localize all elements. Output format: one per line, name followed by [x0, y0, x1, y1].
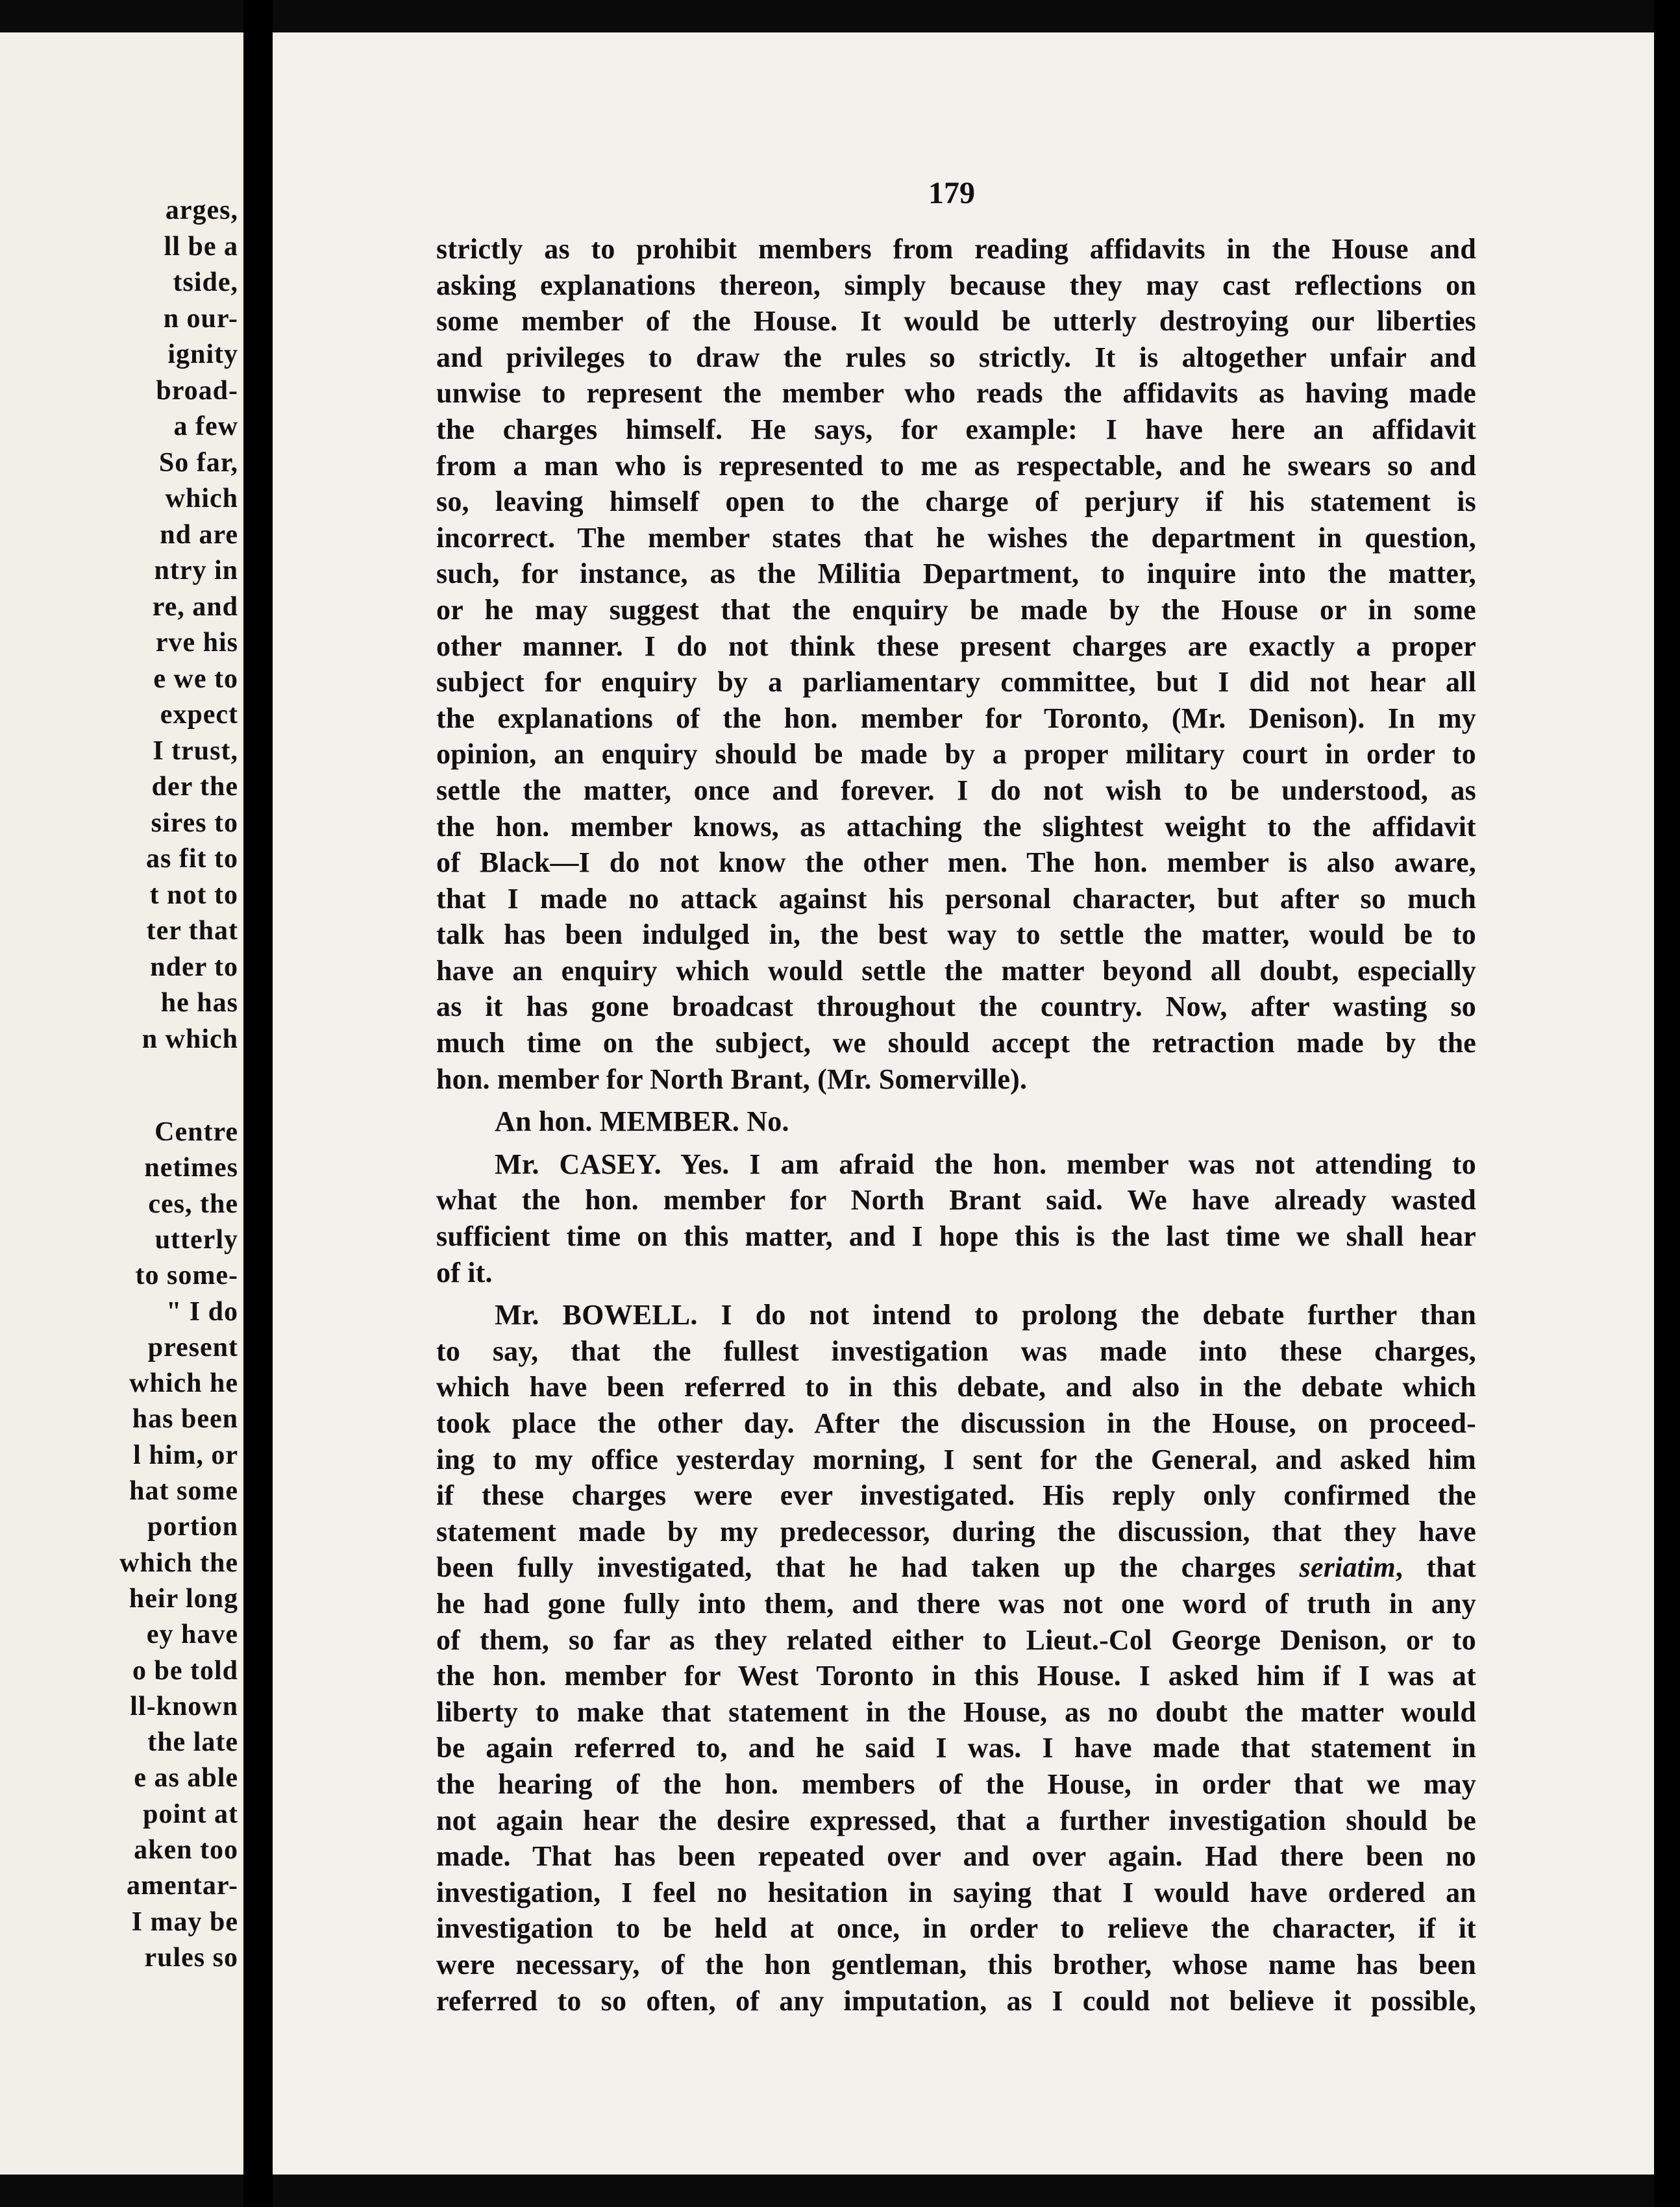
facing-page-line: o be told — [132, 1655, 238, 1686]
text-line: as it has gone broadcast throughout the country. Now, after wasting so — [436, 991, 1476, 1023]
text-line: An hon. MEMBER. No. — [495, 1105, 789, 1138]
text-line: hon. member for North Brant, (Mr. Somerville). — [436, 1063, 1028, 1095]
text-line: be again referred to, and he said I was. I have made that statement in — [436, 1732, 1476, 1764]
text-line: of them, so far as they related either to Lieut.-Col George Denison, or to — [436, 1623, 1476, 1656]
text-line: been fully investigated, that he had taken up the charges seriatim, that — [436, 1551, 1476, 1584]
text-line: investigation, I feel no hesitation in saying that I would have ordered an — [436, 1876, 1476, 1908]
facing-page-line: as fit to — [146, 844, 238, 874]
facing-page-line: nd are — [160, 519, 238, 550]
page-body-text — [436, 231, 1476, 2019]
facing-page-line: Centre — [154, 1117, 238, 1147]
facing-page-line: a few — [173, 412, 238, 441]
facing-page-line: rve his — [155, 628, 238, 658]
facing-page-line: ter that — [146, 916, 238, 946]
text-line: from a man who is represented to me as respectable, and he swears so and — [436, 449, 1476, 482]
text-line: he had gone fully into them, and there was not one word of truth in any — [436, 1587, 1476, 1620]
facing-page-line: aken too — [134, 1835, 238, 1865]
text-line: the hearing of the hon. members of the House, in order that we may — [436, 1768, 1476, 1800]
text-line: asking explanations thereon, simply because they may cast reflections on — [436, 269, 1476, 301]
facing-page-line: I trust, — [153, 735, 238, 766]
facing-page-line: " I do — [166, 1296, 238, 1327]
page-number: 179 — [928, 176, 975, 210]
text-line: have an enquiry which would settle the matter beyond all doubt, especially — [436, 954, 1476, 987]
facing-page-line: portion — [147, 1512, 238, 1542]
text-line: opinion, an enquiry should be made by a proper military court in order to — [436, 738, 1476, 771]
facing-page-line: the late — [147, 1727, 238, 1758]
facing-page-line: ll-known — [130, 1691, 238, 1721]
text-line: ing to my office yesterday morning, I sent for the General, and asked him — [436, 1443, 1476, 1475]
facing-page-line: tside, — [173, 267, 238, 297]
facing-page-line: I may be — [131, 1906, 238, 1937]
text-line: Mr. CASEY. Yes. I am afraid the hon. member was not attending to — [495, 1148, 1476, 1180]
facing-page-line: sires to — [151, 808, 238, 838]
text-line: much time on the subject, we should accept the retraction made by the — [436, 1027, 1476, 1059]
facing-page-line: broad- — [156, 375, 238, 406]
facing-page-line: t not to — [149, 880, 238, 910]
text-line: Mr. BOWELL. I do not intend to prolong the debate further than — [495, 1299, 1476, 1331]
facing-page-line: to some- — [135, 1261, 238, 1291]
facing-page-fragment — [0, 32, 243, 2175]
text-line: some member of the House. It would be utterly destroying our liberties — [436, 305, 1476, 338]
facing-page-line: nder to — [150, 952, 238, 982]
text-line: unwise to represent the member who reads the affidavits as having made — [436, 377, 1476, 410]
text-line: were necessary, of the hon gentleman, this brother, whose name has been — [436, 1948, 1476, 1980]
text-line: and privileges to draw the rules so strictly. It is altogether unfair and — [436, 341, 1476, 373]
book-gutter-shadow — [243, 0, 273, 2207]
text-line: made. That has been repeated over and over again. Had there been no — [436, 1840, 1476, 1873]
facing-page-line: utterly — [154, 1224, 238, 1255]
facing-page-line: he has — [160, 988, 238, 1018]
text-line: not again hear the desire expressed, that a further investigation should be — [436, 1804, 1476, 1836]
text-line: strictly as to prohibit members from reading affidavits in the House and — [436, 233, 1476, 265]
paragraph-p3 — [436, 1146, 1476, 1290]
text-line: settle the matter, once and forever. I do not wish to be understood, as — [436, 774, 1476, 806]
text-line: which have been referred to in this debate, and also in the debate which — [436, 1371, 1476, 1403]
facing-page-line: ces, the — [148, 1189, 238, 1219]
facing-page-line: which — [165, 484, 238, 513]
text-line: such, for instance, as the Militia Department, to inquire into the matter, — [436, 558, 1476, 590]
page-edge-shadow — [1654, 0, 1680, 2207]
text-line: of Black—I do not know the other men. The hon. member is also aware, — [436, 846, 1476, 879]
text-line: the charges himself. He says, for example: I have here an affidavit — [436, 413, 1476, 445]
facing-page-line: ignity — [167, 339, 238, 369]
text-line: the hon. member for West Toronto in this House. I asked him if I was at — [436, 1660, 1476, 1692]
text-line: sufficient time on this matter, and I hope this is the last time we shall hear — [436, 1220, 1476, 1253]
text-line: so, leaving himself open to the charge of perjury if his statement is — [436, 486, 1476, 518]
facing-page-line: which he — [129, 1368, 238, 1399]
text-line: subject for enquiry by a parliamentary committee, but I did not hear all — [436, 666, 1476, 698]
facing-page-line: ey have — [146, 1620, 238, 1650]
paragraph-p1 — [436, 231, 1476, 1097]
facing-page-line: der the — [151, 772, 238, 802]
text-line: the explanations of the hon. member for Toronto, (Mr. Denison). In my — [436, 702, 1476, 734]
facing-page-line: ntry in — [154, 556, 238, 586]
facing-page-line: which the — [119, 1547, 238, 1578]
facing-page-line: amentar- — [126, 1871, 238, 1901]
text-line: referred to so often, of any imputation, as I could not believe it possible, — [436, 1984, 1476, 2017]
facing-page-line: point at — [143, 1799, 238, 1829]
facing-page-line: heir long — [129, 1583, 238, 1614]
facing-page-line: re, and — [152, 591, 238, 622]
facing-page-line: hat some — [129, 1476, 238, 1506]
text-line: the hon. member knows, as attaching the slightest weight to the affidavit — [436, 810, 1476, 843]
facing-page-line: n our- — [163, 303, 238, 334]
facing-page-line: netimes — [144, 1153, 238, 1183]
text-line: if these charges were ever investigated. His reply only confirmed the — [436, 1479, 1476, 1512]
text-line: to say, that the fullest investigation was made into these charges, — [436, 1335, 1476, 1367]
text-line: statement made by my predecessor, during the discussion, that they have — [436, 1515, 1476, 1547]
text-line: that I made no attack against his personal character, but after so much — [436, 882, 1476, 915]
text-line: investigation to be held at once, in order to relieve the character, if it — [436, 1912, 1476, 1945]
paragraph-p2 — [436, 1104, 1476, 1140]
facing-page-line: e we to — [153, 663, 238, 694]
text-line: talk has been indulged in, the best way to settle the matter, would be to — [436, 919, 1476, 951]
facing-page-line: has been — [132, 1404, 238, 1435]
text-line: incorrect. The member states that he wishes the department in question, — [436, 521, 1476, 554]
facing-page-line: rules so — [144, 1942, 238, 1973]
text-line: liberty to make that statement in the House, as no doubt the matter would — [436, 1695, 1476, 1728]
text-line: other manner. I do not think these present charges are exactly a proper — [436, 630, 1476, 662]
text-line: took place the other day. After the discussion in the House, on proceed- — [436, 1407, 1476, 1439]
facing-page-line: n which — [142, 1024, 238, 1054]
facing-page-line: expect — [160, 700, 238, 730]
facing-page-line: l him, or — [133, 1440, 238, 1470]
facing-page-line: So far, — [158, 447, 238, 478]
text-line: or he may suggest that the enquiry be made by the House or in some — [436, 593, 1476, 626]
text-line: of it. — [436, 1256, 493, 1288]
facing-page-line: e as able — [134, 1763, 238, 1794]
facing-page-line: present — [147, 1332, 238, 1362]
text-line: what the hon. member for North Brant said. We have already wasted — [436, 1184, 1476, 1216]
paragraph-p4 — [436, 1297, 1476, 2019]
facing-page-line: arges, — [165, 195, 238, 225]
facing-page-line: ll be a — [164, 231, 238, 262]
